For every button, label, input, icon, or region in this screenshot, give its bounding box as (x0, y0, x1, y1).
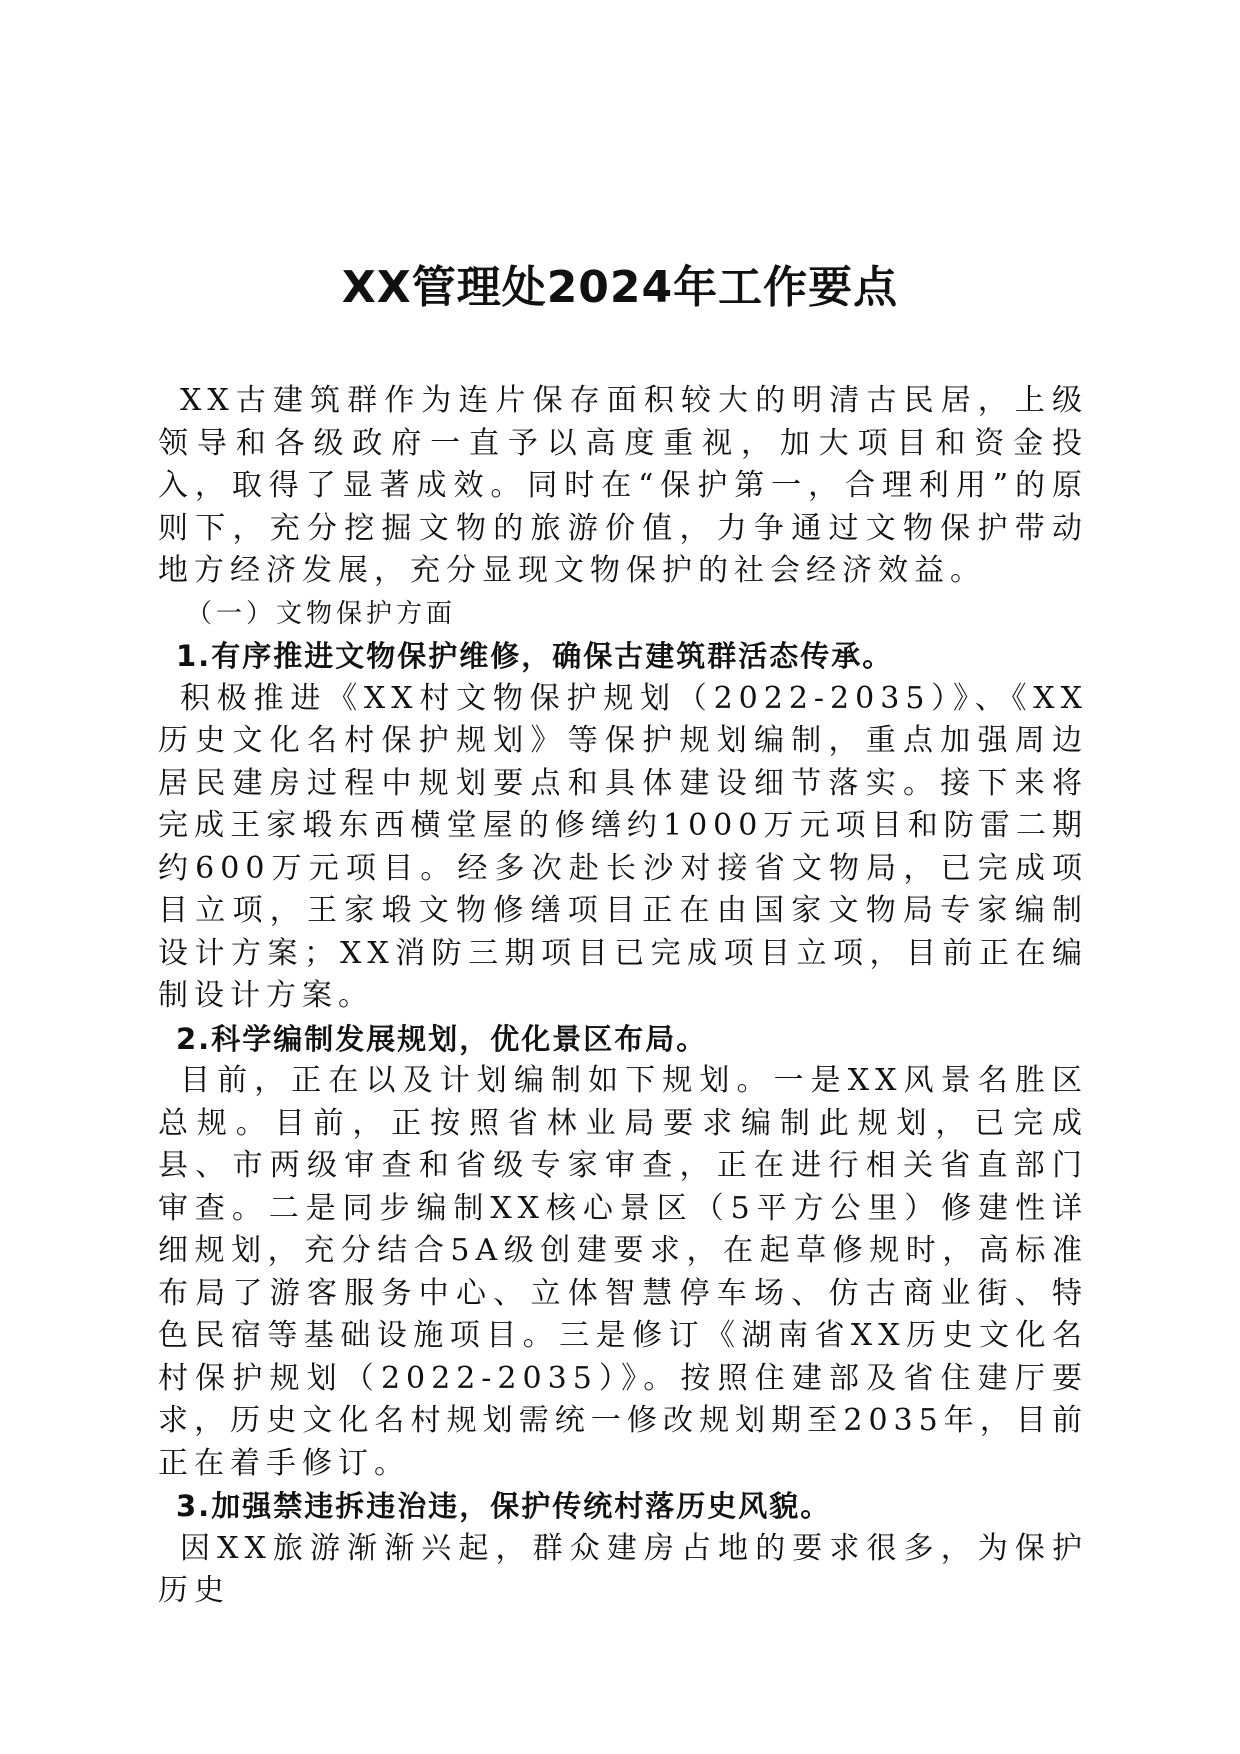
item-1-paragraph: 积极推进《XX村文物保护规划（2022-2035）》、《XX历史文化名村保护规划》等保护规划编制，重点加强周边居民建房过程中规划要点和具体建设细节落实。接下来将完成王家塅东西横堂屋的修缮约1000万元项目和防雷二期约600万元项目。经多次赴长沙对接省文物局，已完成项目立项，王家塅文物修缮项目正在由国家文物局专家编制设计方案；XX消防三期项目已完成项目立项，目前正在编制设计方案。 (158, 680, 1088, 1013)
item-2-heading: 2.科学编制发展规划，优化景区布局。 (176, 1021, 708, 1056)
item-2-paragraph: 目前，正在以及计划编制如下规划。一是XX风景名胜区总规。目前，正按照省林业局要求编制此规划，已完成县、市两级审查和省级专家审查，正在进行相关省直部门审查。二是同步编制XX核心景区（5平方公里）修建性详细规划，充分结合5A级创建要求，在起草修规时，高标准布局了游客服务中心、立体智慧停车场、仿古商业街、特色民宿等基础设施项目。三是修订《湖南省XX历史文化名村保护规划（2022-2035）》。按照住建部及省住建厅要求，历史文化名村规划需统一修改规划期至2035年，目前正在着手修订。 (158, 1063, 1088, 1481)
item-3-paragraph: 因XX旅游渐渐兴起，群众建房占地的要求很多，为保护历史 (158, 1530, 1088, 1608)
section-heading-cultural-relics: （一）文物保护方面 (186, 598, 457, 629)
item-3-heading: 3.加强禁违拆违治违，保护传统村落历史风貌。 (176, 1489, 832, 1523)
document-title: XX管理处2024年工作要点 (341, 262, 899, 313)
document-body (158, 380, 1088, 1613)
intro-paragraph: XX古建筑群作为连片保存面积较大的明清古民居，上级领导和各级政府一直予以高度重视，加大项目和资金投入，取得了显著成效。同时在“保护第一，合理利用”的原则下，充分挖掘文物的旅游价值，力争通过文物保护带动地方经济发展，充分显现文物保护的社会经济效益。 (158, 383, 1088, 588)
item-1-heading: 1.有序推进文物保护维修，确保古建筑群活态传承。 (176, 639, 894, 673)
